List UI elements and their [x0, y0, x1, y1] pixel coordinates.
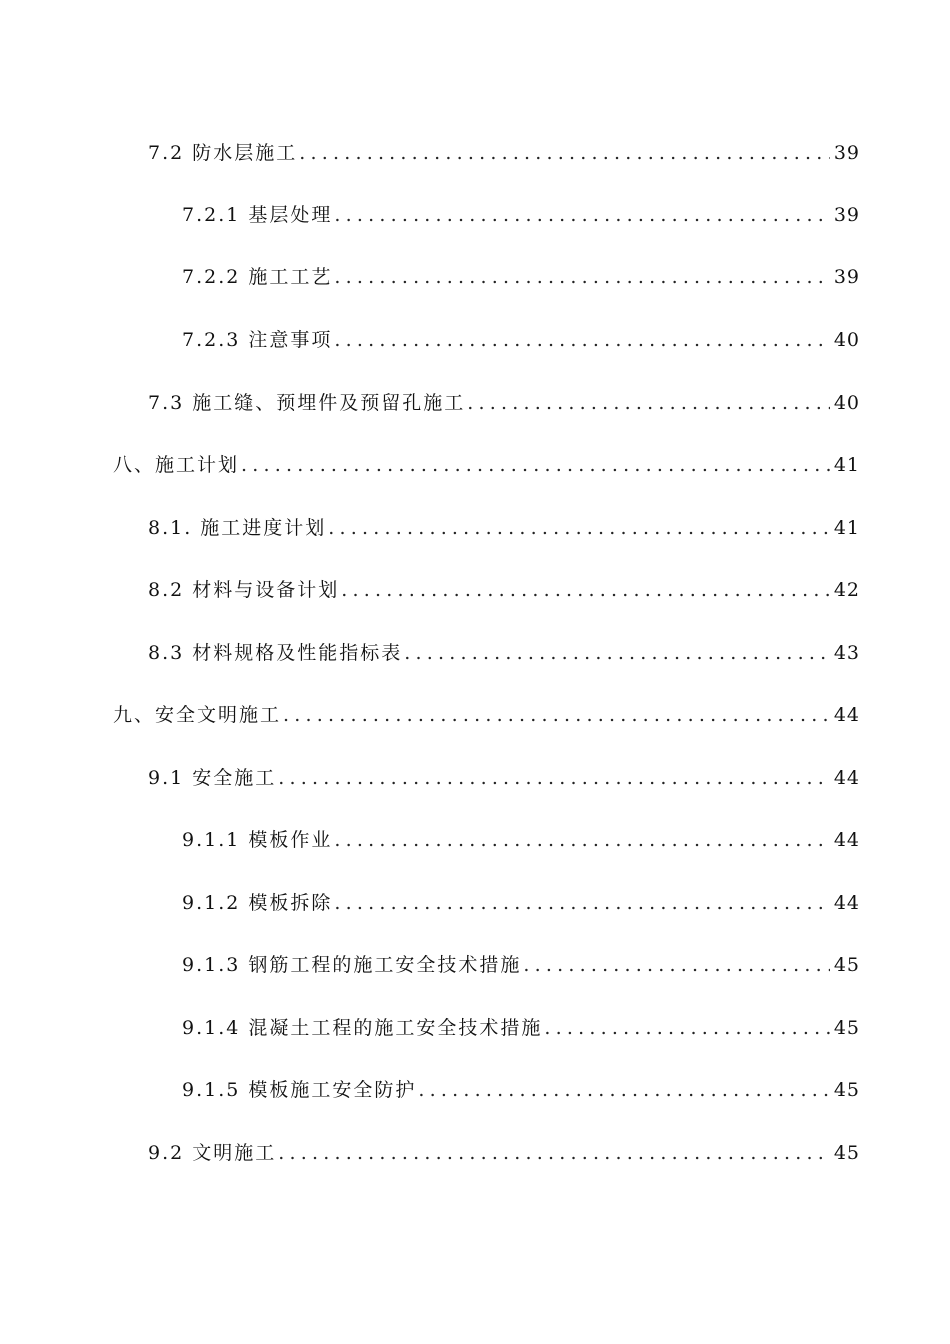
toc-dot-leader [334, 200, 829, 230]
toc-entry[interactable] [148, 388, 860, 418]
toc-dot-leader [278, 763, 830, 793]
toc-entry-title: 7.2.1 基层处理 [182, 204, 333, 226]
toc-entry-page: 44 [833, 829, 860, 851]
toc-dot-leader [283, 700, 830, 730]
toc-dot-leader [334, 262, 829, 292]
toc-entry-page: 45 [833, 954, 860, 976]
toc-entry-title: 8.3 材料规格及性能指标表 [148, 642, 403, 664]
toc-entry-page: 45 [833, 1079, 860, 1101]
toc-entry-title: 九、安全文明施工 [113, 704, 282, 726]
toc-dot-leader [523, 950, 829, 980]
toc-entry-title: 8.1. 施工进度计划 [148, 517, 327, 539]
toc-dot-leader [404, 638, 830, 668]
toc-entry-page: 40 [833, 329, 860, 351]
toc-entry-page: 42 [833, 579, 860, 601]
toc-entry[interactable] [148, 763, 860, 793]
toc-entry[interactable] [182, 1013, 860, 1043]
toc-entry[interactable] [182, 950, 860, 980]
toc-dot-leader [334, 825, 829, 855]
toc-dot-leader [278, 1138, 830, 1168]
toc-entry[interactable] [148, 638, 860, 668]
toc-entry-title: 9.2 文明施工 [148, 1142, 277, 1164]
toc-entry-title: 9.1.2 模板拆除 [182, 892, 333, 914]
toc-entry[interactable] [148, 138, 860, 168]
toc-entry-title: 9.1.1 模板作业 [182, 829, 333, 851]
toc-entry-page: 39 [833, 204, 860, 226]
toc-entry[interactable] [113, 700, 860, 730]
toc-dot-leader [467, 388, 830, 418]
toc-dot-leader [299, 138, 830, 168]
toc-entry-title: 7.2.3 注意事项 [182, 329, 333, 351]
toc-entry-title: 7.2.2 施工工艺 [182, 266, 333, 288]
toc-dot-leader [544, 1013, 829, 1043]
toc-entry[interactable] [148, 1138, 860, 1168]
toc-dot-leader [334, 325, 829, 355]
toc-entry-page: 39 [833, 142, 860, 164]
toc-entry-title: 八、施工计划 [113, 454, 240, 476]
toc-entry[interactable] [182, 1075, 860, 1105]
toc-entry[interactable] [113, 450, 860, 480]
toc-entry-page: 45 [833, 1017, 860, 1039]
toc-entry-page: 44 [833, 704, 860, 726]
toc-entry-title: 9.1 安全施工 [148, 767, 277, 789]
toc-entry-title: 7.2 防水层施工 [148, 142, 298, 164]
toc-entry-page: 41 [833, 517, 860, 539]
toc-entry-title: 7.3 施工缝、预埋件及预留孔施工 [148, 392, 466, 414]
toc-entry-page: 45 [833, 1142, 860, 1164]
toc-entry-page: 44 [833, 767, 860, 789]
toc-dot-leader [241, 450, 830, 480]
toc-entry[interactable] [182, 888, 860, 918]
toc-entry[interactable] [182, 200, 860, 230]
toc-entry-page: 43 [833, 642, 860, 664]
toc-entry-title: 9.1.3 钢筋工程的施工安全技术措施 [182, 954, 522, 976]
toc-entry-page: 40 [833, 392, 860, 414]
toc-entry-title: 8.2 材料与设备计划 [148, 579, 340, 601]
toc-entry-page: 41 [833, 454, 860, 476]
toc-entry[interactable] [148, 513, 860, 543]
toc-entry-title: 9.1.5 模板施工安全防护 [182, 1079, 417, 1101]
toc-entry-page: 39 [833, 266, 860, 288]
toc-entry[interactable] [182, 262, 860, 292]
toc-dot-leader [334, 888, 829, 918]
toc-entry[interactable] [182, 825, 860, 855]
toc-entry-title: 9.1.4 混凝土工程的施工安全技术措施 [182, 1017, 543, 1039]
toc-entry[interactable] [182, 325, 860, 355]
toc-dot-leader [341, 575, 830, 605]
toc-entry[interactable] [148, 575, 860, 605]
toc-dot-leader [418, 1075, 829, 1105]
toc-entry-page: 44 [833, 892, 860, 914]
toc-dot-leader [328, 513, 830, 543]
